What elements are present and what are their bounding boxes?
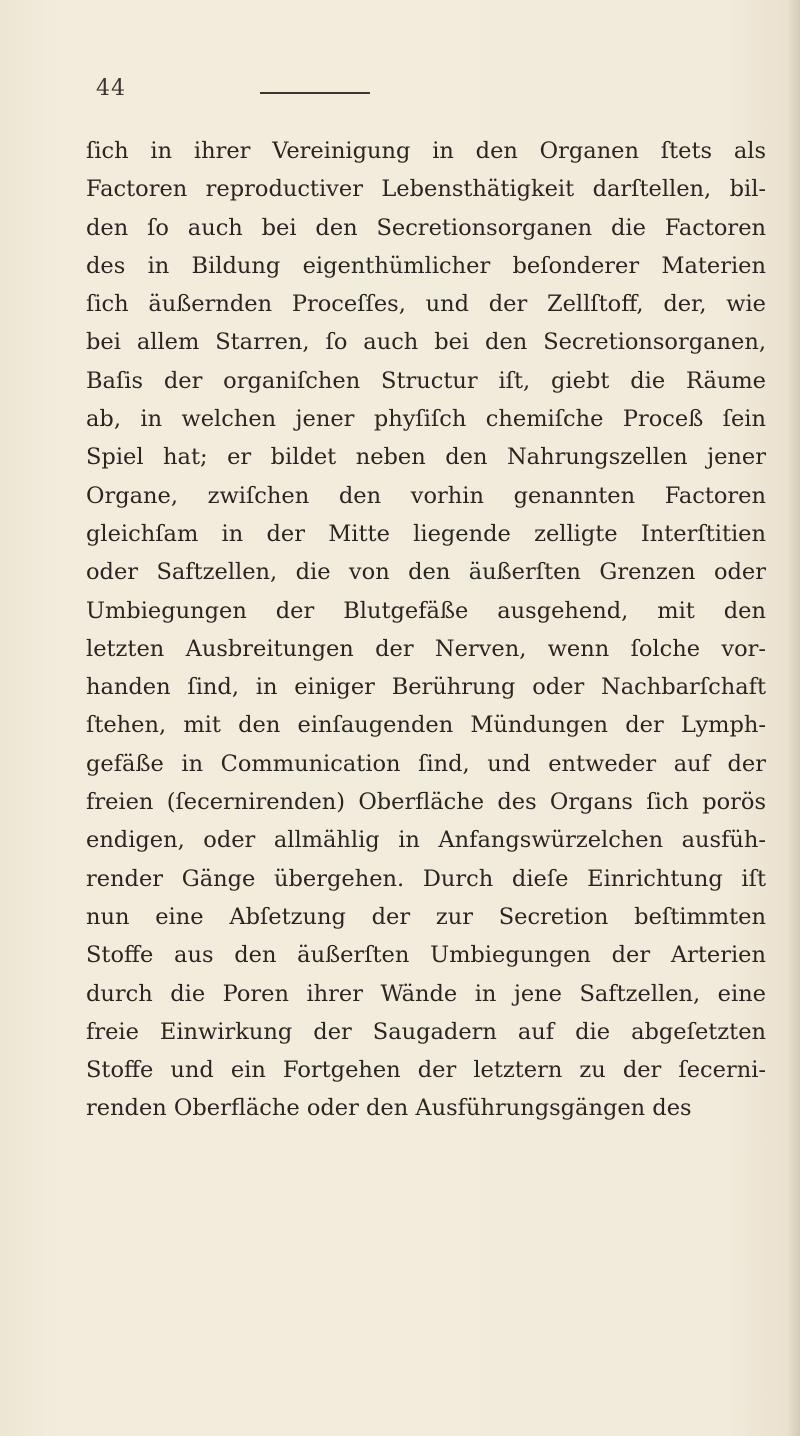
text-line: Factoren reproductiver Lebensthätigkeit darſtellen, bil- (86, 176, 766, 203)
body-text (86, 132, 766, 1128)
text-line: oder Saftzellen, die von den äußerſten Grenzen oder (86, 559, 766, 586)
page-edge-shadow (786, 0, 800, 1436)
text-line: des in Bildung eigenthümlicher beſonderer Materien (86, 252, 766, 279)
text-line: nun eine Abſetzung der zur Secretion beſtimmten (86, 903, 766, 930)
text-line: bei allem Starren, ſo auch bei den Secretionsorganen, (86, 329, 766, 356)
text-line: renden Oberfläche oder den Ausführungsgängen des (86, 1095, 692, 1122)
text-line: render Gänge übergehen. Durch dieſe Einrichtung iſt (86, 865, 766, 892)
text-line: freien (ſecernirenden) Oberfläche des Organs ſich porös (86, 789, 766, 816)
page-header (90, 72, 730, 112)
text-line: ſich äußernden Proceſſes, und der Zellſtoff, der, wie (86, 291, 766, 318)
text-line: ab, in welchen jener phyſiſch chemiſche Proceß ſein (86, 406, 766, 433)
text-line: Baſis der organiſchen Structur iſt, giebt die Räume (86, 367, 766, 394)
text-line: Organe, zwiſchen den vorhin genannten Factoren (86, 482, 766, 509)
text-line: ſich in ihrer Vereinigung in den Organen ſtets als (86, 138, 766, 164)
text-line: endigen, oder allmählig in Anfangswürzelchen ausfüh- (86, 827, 766, 854)
text-line: gefäße in Communication ſind, und entweder auf der (86, 750, 766, 777)
page-number: 44 (96, 76, 126, 101)
text-line: den ſo auch bei den Secretionsorganen die Factoren (86, 214, 766, 241)
text-line: handen ſind, in einiger Berührung oder Nachbarſchaft (86, 674, 766, 701)
text-line: ſtehen, mit den einſaugenden Mündungen der Lymph- (86, 712, 766, 739)
text-line: Spiel hat; er bildet neben den Nahrungszellen jener (86, 444, 766, 471)
text-line: Umbiegungen der Blutgefäße ausgehend, mit den (86, 597, 766, 624)
text-line: gleichſam in der Mitte liegende zelligte Interſtitien (86, 520, 766, 547)
text-line: freie Einwirkung der Saugadern auf die abgeſetzten (86, 1018, 766, 1045)
text-line: letzten Ausbreitungen der Nerven, wenn ſolche vor- (86, 635, 766, 662)
header-rule (260, 92, 370, 94)
text-line: durch die Poren ihrer Wände in jene Saftzellen, eine (86, 980, 766, 1007)
text-line: Stoffe aus den äußerſten Umbiegungen der Arterien (86, 942, 766, 969)
text-line: Stoffe und ein Fortgehen der letztern zu der ſecerni- (86, 1057, 766, 1084)
